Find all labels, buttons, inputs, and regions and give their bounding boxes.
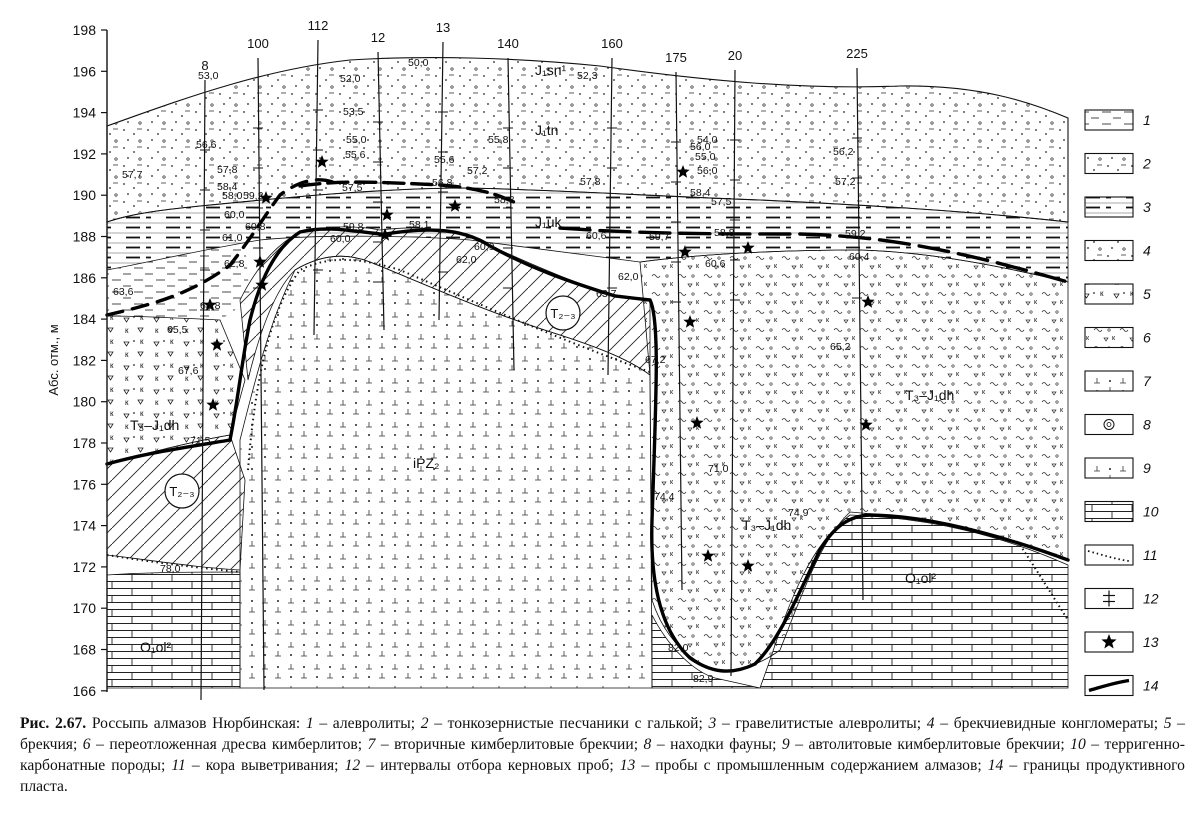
depth-label: 55,0 [346,134,367,146]
depth-label: 55,6 [434,154,455,166]
y-tick-label: 190 [72,187,96,204]
depth-label: 60,6 [586,230,607,242]
label-t3j1dh-right: T₃–J₁dh [905,387,955,403]
depth-label: 59,8 [343,221,364,233]
legend-swatch [1085,284,1133,304]
depth-label: 52,0 [340,73,361,85]
depth-label: 58,0 [222,190,243,202]
legend-swatch [1085,415,1133,435]
y-tick-label: 174 [72,517,96,534]
y-axis [46,22,107,699]
borehole-number: 20 [727,48,743,63]
label-t3j1dh-center: T₃–J₁dh [742,517,792,533]
legend-swatch [1085,545,1133,565]
depth-label: 82,9 [693,673,714,685]
y-tick-label: 184 [72,311,96,328]
depth-label: 56,8 [432,177,453,189]
depth-label: 58,1 [409,219,430,231]
depth-label: 59,2 [845,228,866,240]
depth-label: 57,7 [122,169,143,181]
legend-swatch [1085,458,1133,478]
caption-item-number: 10 [1070,736,1086,753]
caption-item-number: 2 [420,715,429,732]
depth-label: 57,2 [835,176,856,188]
label-o1ol2-left: O₁ol² [140,639,172,655]
label-j1uk: J₁uk [535,214,562,230]
svg-text:T₂₋₃: T₂₋₃ [550,306,576,321]
y-tick-label: 166 [72,682,96,699]
caption-item-number: 1 [305,715,314,732]
legend-item [1085,371,1152,391]
caption-item-number: 5 [1163,715,1172,732]
y-tick-label: 188 [72,228,96,245]
legend-swatch [1085,328,1133,348]
figure-title: Россыпь алмазов Нюрбинская: [86,715,306,732]
borehole-number: 13 [435,20,451,35]
caption-item-text: – гравелитистые алевролиты; [716,715,927,732]
legend-number: 6 [1143,329,1151,346]
caption-item-text: – терригенно-карбонатные породы; [20,736,1185,774]
depth-label: 60,4 [849,251,870,263]
depth-label: 60,0 [224,209,245,221]
borehole-number: 100 [247,36,269,51]
caption-item-number: 9 [781,736,790,753]
depth-label: 56,2 [833,146,854,158]
y-tick-label: 178 [72,435,96,451]
caption-item-text: – тонкозернистые песчаники с галькой; [428,715,709,732]
t23-left-badge [165,474,199,508]
depth-label: 57,5 [342,182,363,194]
legend-swatch [1085,197,1133,217]
y-tick-label: 182 [72,352,96,369]
depth-label: 53,5 [343,106,364,118]
borehole-number: 112 [307,18,329,33]
svg-text:T₂₋₃: T₂₋₃ [169,484,195,499]
depth-label: 78,0 [160,563,181,575]
depth-label: 52,3 [577,70,598,82]
caption-item-text: – брекчиевидные конгломераты; [934,715,1164,732]
depth-label: 71,5 [190,435,211,447]
caption-item-number: 14 [987,757,1004,774]
depth-label: 63,7 [596,288,617,300]
legend-item [1085,110,1151,130]
y-tick-label: 176 [72,476,96,493]
caption-item-text: – переотложенная дресва кимберлитов; [90,736,368,753]
caption-item-number: 6 [82,736,91,753]
legend-number: 3 [1143,199,1151,215]
legend-swatch [1085,502,1133,522]
label-ipz2: iPZ₂ [413,455,440,471]
y-tick-label: 180 [72,393,96,410]
caption-item-number: 8 [643,736,652,753]
depth-label: 58,4 [690,187,711,199]
depth-label: 65,5 [167,324,188,336]
caption-item-text: – интервалы отбора керновых проб; [360,757,620,774]
legend-number: 7 [1143,373,1151,389]
caption-item-number: 4 [926,715,935,732]
caption-item-number: 11 [171,757,186,774]
depth-label: 82,0 [668,642,689,654]
depth-label: 60,9 [474,241,495,253]
legend-number: 13 [1143,634,1159,650]
y-axis-label: Абс. отм., м [46,324,61,396]
depth-label: 57,5 [711,196,732,208]
layer-o1ol2-left [107,572,240,688]
depth-label: 59,2 [243,190,264,202]
t23-center-badge [546,296,580,330]
borehole-number: 8 [201,58,209,73]
figure-caption [20,713,1185,797]
figure-label: Рис. 2.67. [20,715,87,732]
legend-item [1085,415,1151,435]
legend-number: 11 [1143,547,1158,563]
caption-item-number: 3 [708,715,717,732]
strata-layers [107,58,1068,688]
borehole-number: 140 [497,36,519,51]
borehole-number: 160 [601,36,623,51]
depth-label: 63,6 [113,286,134,298]
y-tick-label: 172 [72,558,96,575]
legend-number: 8 [1143,416,1151,433]
legend-swatch [1085,371,1133,391]
legend-swatch [1085,110,1133,130]
depth-label: 54,0 [697,134,718,146]
depth-label: 71,0 [708,463,729,475]
legend-number: 5 [1143,286,1151,302]
depth-label: 58,8 [494,194,515,206]
depth-label: 59,7 [649,231,670,243]
caption-item-text: – пробы с промышленным содержанием алмазов; [635,757,988,774]
legend-item [1085,545,1158,565]
legend-number: 10 [1143,503,1159,520]
legend-item [1085,589,1159,609]
depth-label: 57,8 [217,164,238,176]
depth-label: 61,0 [222,232,243,244]
borehole-number: 12 [370,30,386,45]
label-t3j1dh-left: T₃–J₁dh [130,417,180,433]
depth-label: 58,4 [217,181,238,193]
legend-number: 9 [1143,460,1151,476]
caption-item-number: 12 [344,757,361,774]
legend-item [1085,458,1151,478]
legend-number: 4 [1143,242,1151,259]
depth-label: 55,0 [695,151,716,163]
label-j1sn: J₁sn¹ [535,62,567,78]
legend-item [1085,502,1159,522]
legend-item [1085,241,1151,261]
y-tick-label: 194 [72,104,96,121]
y-tick-label: 186 [72,269,96,286]
depth-label: 74,9 [788,507,809,519]
depth-label: 67,6 [178,365,199,377]
depth-label: 57,2 [467,165,488,177]
borehole-number: 175 [665,50,687,65]
legend-swatch [1085,241,1133,261]
caption-item-number: 13 [619,757,636,774]
caption-item-text: – находки фауны; [651,736,782,753]
depth-label: 57,8 [580,176,601,188]
depth-label: 67,2 [645,354,666,366]
depth-label: 64,8 [200,300,221,312]
legend-item [1085,676,1159,696]
label-o1ol2-right: O₁ol² [905,570,937,586]
borehole-number: 225 [846,46,868,61]
legend-number: 12 [1143,590,1159,607]
caption-item-text: – вторичные кимберлитовые брекчии; [375,736,644,753]
depth-label: 65,2 [830,341,851,353]
depth-label: 60,6 [705,258,726,270]
depth-label: 62,0 [456,254,477,266]
depth-label: 56,0 [697,165,718,177]
depth-label: 56,6 [196,139,217,151]
caption-item-text: – автолитовые кимберлитовые брекчии; [789,736,1071,753]
depth-label: 74,4 [654,491,675,503]
caption-item-number: 7 [367,736,376,753]
depth-label: 55,6 [345,149,366,161]
depth-label: 62,0 [618,271,639,283]
depth-label: 53,0 [198,70,219,82]
legend-item [1085,632,1159,652]
legend-item [1085,328,1151,348]
caption-item-text: – кора выветривания; [185,757,345,774]
depth-label: 58,8 [714,227,735,239]
legend-item [1085,197,1151,217]
legend [1085,110,1159,696]
legend-number: 1 [1143,112,1151,128]
depth-label: 50,0 [408,57,429,69]
depth-label: 62,8 [224,258,245,270]
y-tick-label: 192 [72,145,96,162]
label-j1tn: J₁tn [535,122,559,138]
legend-number: 2 [1143,155,1151,172]
y-tick-label: 196 [72,63,96,80]
depth-label: 56,0 [690,141,711,153]
y-tick-label: 198 [72,22,96,38]
depth-label: 60,0 [330,233,351,245]
y-tick-label: 170 [72,600,96,617]
caption-item-text: – границы продуктивного пласта. [20,757,1185,795]
legend-swatch [1085,154,1133,174]
caption-item-text: – алевролиты; [313,715,421,732]
caption-item-text: – брекчия; [20,715,1185,753]
legend-item [1085,154,1151,174]
y-tick-label: 168 [72,641,96,658]
legend-number: 14 [1143,677,1159,694]
legend-item [1085,284,1151,304]
depth-label: 55,8 [488,134,509,146]
depth-label: 60,8 [245,221,266,233]
